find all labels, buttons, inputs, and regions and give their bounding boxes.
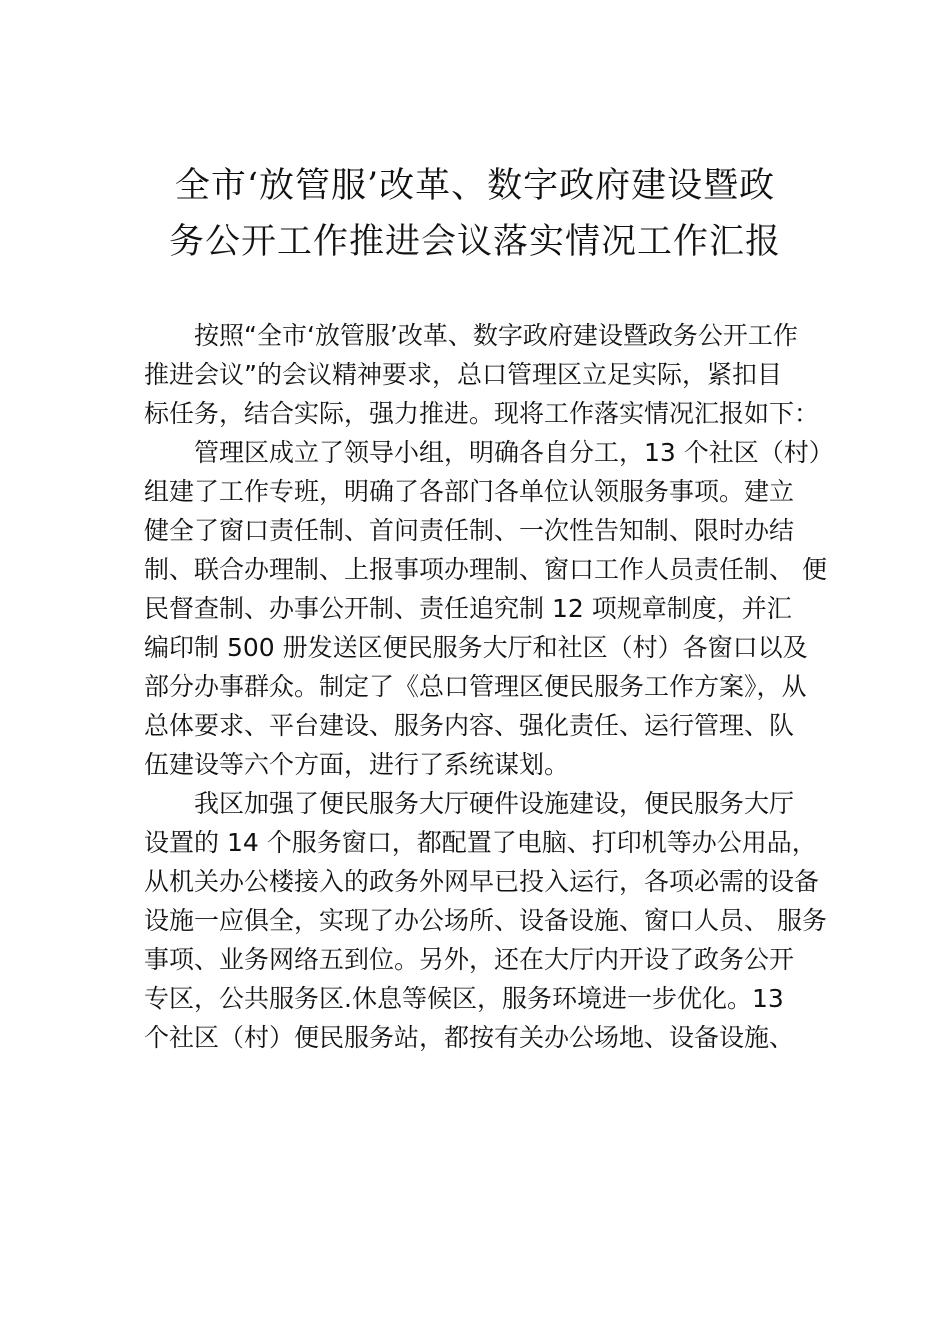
text-line: 伍建设等六个方面，进行了系统谋划。: [144, 750, 570, 779]
paragraph-organization: [144, 433, 834, 784]
text-line: 管理区成立了领导小组，明确各自分工，13 个社区（村）: [194, 438, 834, 467]
text-line: 推进会议”的会议精神要求，总口管理区立足实际，紧扣目: [144, 360, 782, 389]
text-line: 标任务，结合实际，强力推进。现将工作落实情况汇报如下：: [144, 399, 820, 428]
text-line: 制、联合办理制、上报事项办理制、窗口工作人员责任制、 便: [144, 555, 827, 584]
text-line: 按照“全市‘放管服’改革、数字政府建设暨政务公开工作: [194, 321, 798, 350]
text-line: 设施一应俱全，实现了办公场所、设备设施、窗口人员、 服务: [144, 906, 827, 935]
text-line: 总体要求、平台建设、服务内容、强化责任、运行管理、队: [144, 711, 795, 740]
text-line: 专区，公共服务区.休息等候区，服务环境进一步优化。13: [144, 984, 784, 1013]
document-body: [144, 316, 834, 1057]
text-line: 个社区（村）便民服务站，都按有关办公场地、设备设施、: [144, 1023, 795, 1052]
text-line: 我区加强了便民服务大厅硬件设施建设，便民服务大厅: [194, 789, 795, 818]
text-line: 部分办事群众。制定了《总口管理区便民服务工作方案》，从: [144, 672, 807, 701]
title-line-2: 务公开工作推进会议落实情况工作汇报: [168, 222, 781, 262]
text-line: 编印制 500 册发送区便民服务大厅和社区（村）各窗口以及: [144, 633, 808, 662]
text-line: 事项、业务网络五到位。另外，还在大厅内开设了政务公开: [144, 945, 795, 974]
text-line: 从机关办公楼接入的政务外网早已投入运行，各项必需的设备: [144, 867, 820, 896]
paragraph-facilities: [144, 784, 827, 1057]
paragraph-intro: [144, 316, 824, 433]
document-title: [120, 158, 830, 270]
text-line: 民督查制、办事公开制、责任追究制 12 项规章制度，并汇: [144, 594, 792, 623]
title-line-1: 全市‘放管服’改革、数字政府建设暨政: [174, 166, 776, 206]
text-line: 组建了工作专班，明确了各部门各单位认领服务事项。建立: [144, 477, 795, 506]
text-line: 设置的 14 个服务窗口，都配置了电脑、打印机等办公用品，: [144, 828, 817, 857]
text-line: 健全了窗口责任制、首问责任制、一次性告知制、限时办结: [144, 516, 795, 545]
